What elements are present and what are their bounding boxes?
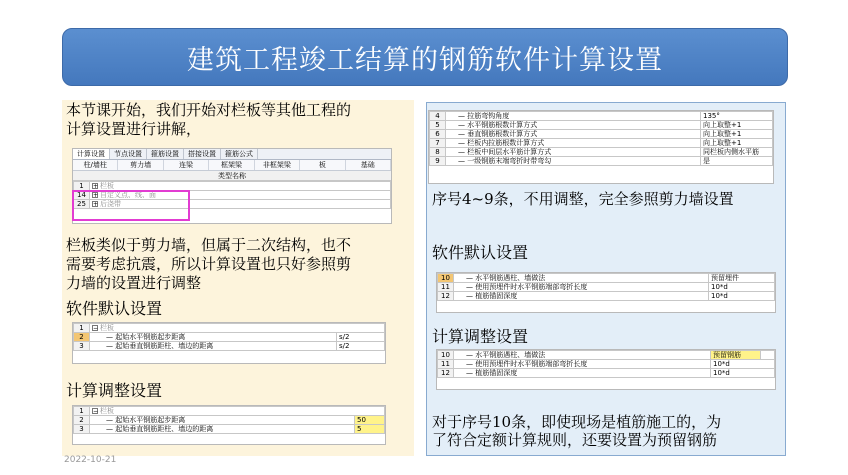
- row-label: 栏板: [100, 182, 114, 190]
- row-label: 栏板: [100, 407, 114, 415]
- subtab-column[interactable]: 柱/墙柱: [73, 160, 118, 170]
- tab-lap-settings[interactable]: 搭接设置: [184, 149, 221, 159]
- row-number: 11: [438, 360, 454, 369]
- left-adjust-heading: 计算调整设置: [66, 381, 163, 400]
- row-value[interactable]: 向上取整+1: [701, 130, 773, 139]
- right-adjust-table: [436, 349, 776, 390]
- row-label: 栏板内拉筋根数计算方式: [467, 139, 545, 147]
- right-adjust-heading: 计算调整设置: [432, 327, 529, 346]
- right-default-heading: 软件默认设置: [432, 243, 529, 262]
- tab-node-settings[interactable]: 节点设置: [110, 149, 147, 159]
- row-number: 8: [430, 148, 446, 157]
- row-value[interactable]: 10*d: [711, 369, 775, 378]
- table-row[interactable]: [74, 407, 385, 416]
- row-number: 25: [74, 200, 90, 209]
- row-value[interactable]: s/2: [337, 342, 385, 351]
- subtab-link-beam[interactable]: 连梁: [164, 160, 209, 170]
- right-top-table: [428, 110, 774, 184]
- row-label: 植筋锚固深度: [475, 292, 518, 300]
- table-row[interactable]: 3 — 起始垂直钢筋距柱、墙边的距离 s/2: [74, 342, 385, 351]
- row-number: 11: [438, 283, 454, 292]
- highlight-box: [72, 190, 190, 221]
- table-row[interactable]: 6 — 垂直钢筋根数计算方式 向上取整+1: [430, 130, 773, 139]
- row-number: 14: [74, 191, 90, 200]
- left-default-table: [72, 322, 386, 364]
- row-label: 后浇带: [100, 200, 121, 208]
- row-value[interactable]: 135°: [701, 112, 773, 121]
- footer-date: 2022-10-21: [64, 455, 117, 465]
- tab-stirrup-formula[interactable]: 箍筋公式: [221, 149, 258, 159]
- right-default-table: [436, 272, 776, 313]
- row-number: 3: [74, 425, 90, 434]
- para-line-1: 栏板类似于剪力墙，但属于二次结构，也不: [66, 236, 352, 254]
- subtab-nonframe-beam[interactable]: 非框架梁: [255, 160, 300, 170]
- row-value[interactable]: s/2: [337, 333, 385, 342]
- row-label: 起始垂直钢筋距柱、墙边的距离: [115, 425, 214, 433]
- row-label: 起始水平钢筋起步距离: [115, 416, 186, 424]
- para-line-3: 力墙的设置进行调整: [66, 274, 202, 292]
- table-row[interactable]: 10 — 水平钢筋遇柱、墙做法 预留钢筋: [438, 351, 775, 360]
- row-number: 2: [74, 416, 90, 425]
- intro-line-1: 本节课开始，我们开始对栏板等其他工程的: [66, 101, 352, 119]
- table-row[interactable]: 10 — 水平钢筋遇柱、墙做法 预留埋件: [438, 274, 775, 283]
- expand-icon[interactable]: +: [93, 192, 99, 199]
- row-value[interactable]: 同栏板内侧水平筋: [701, 148, 773, 157]
- collapse-icon[interactable]: −: [93, 325, 99, 332]
- intro-line-2: 计算设置进行讲解，: [66, 120, 202, 138]
- table-row[interactable]: 9 — 一级钢筋末端弯折时带弯勾 是: [430, 157, 773, 166]
- row-value[interactable]: 50: [355, 416, 385, 425]
- para-line-2: 需要考虑抗震，所以计算设置也只好参照剪: [66, 255, 352, 273]
- row-value[interactable]: 10*d: [711, 360, 775, 369]
- collapse-icon[interactable]: −: [93, 408, 99, 415]
- row-label: 拉筋弯钩角度: [467, 112, 510, 120]
- row-number: 1: [74, 407, 90, 416]
- table-row[interactable]: 12 — 植筋锚固深度 10*d: [438, 292, 775, 301]
- row-number: 2: [74, 333, 90, 342]
- table-row[interactable]: 4 — 拉筋弯钩角度 135°: [430, 112, 773, 121]
- row-number: 12: [438, 369, 454, 378]
- row-label: 垂直钢筋根数计算方式: [467, 130, 538, 138]
- table-row[interactable]: 3 — 起始垂直钢筋距柱、墙边的距离 5: [74, 425, 385, 434]
- table-row[interactable]: 7 — 栏板内拉筋根数计算方式 向上取整+1: [430, 139, 773, 148]
- row-value[interactable]: 5: [355, 425, 385, 434]
- row-value[interactable]: 预留埋件: [709, 274, 775, 283]
- component-tabbar: [73, 160, 391, 171]
- table-row[interactable]: [74, 324, 385, 333]
- subtab-foundation[interactable]: 基础: [346, 160, 391, 170]
- row-number: 9: [430, 157, 446, 166]
- slide-title-bar: [62, 28, 788, 86]
- settings-tabbar: [73, 149, 391, 160]
- row-value[interactable]: 向上取整+1: [701, 121, 773, 130]
- subtab-shear-wall[interactable]: 剪力墙: [118, 160, 163, 170]
- row-number: 6: [430, 130, 446, 139]
- row-label: 栏板中间层水平筋计算方式: [467, 148, 552, 156]
- column-header: 类型名称: [73, 171, 391, 181]
- closing-line-1: 对于序号10条，即使现场是植筋施工的，为: [432, 413, 722, 431]
- slide-title: 建筑工程竣工结算的钢筋软件计算设置: [187, 44, 663, 76]
- row-label: 栏板: [100, 324, 114, 332]
- row-value[interactable]: 10*d: [709, 283, 775, 292]
- table-row[interactable]: 2 — 起始水平钢筋起步距离 s/2: [74, 333, 385, 342]
- left-adjust-table: [72, 405, 386, 445]
- closing-line-2: 了符合定额计算规则，还要设置为预留钢筋: [432, 431, 718, 449]
- table-row[interactable]: 12 — 植筋锚固深度 10*d: [438, 369, 775, 378]
- row-label: 水平钢筋根数计算方式: [467, 121, 538, 129]
- table-row[interactable]: 2 — 起始水平钢筋起步距离 50: [74, 416, 385, 425]
- row-number: 4: [430, 112, 446, 121]
- row-label: 水平钢筋遇柱、墙做法: [475, 351, 546, 359]
- row-value[interactable]: 预留钢筋: [711, 351, 761, 360]
- table-row[interactable]: 11 — 使用预埋件时水平钢筋端部弯折长度 10*d: [438, 360, 775, 369]
- row-number: 10: [438, 274, 454, 283]
- row-number: 12: [438, 292, 454, 301]
- right-note: 序号4~9条，不用调整，完全参照剪力墙设置: [432, 190, 734, 208]
- row-number: 3: [74, 342, 90, 351]
- row-label: 植筋锚固深度: [475, 369, 518, 377]
- row-value[interactable]: 是: [701, 157, 773, 166]
- row-number: 1: [74, 324, 90, 333]
- tab-calc-settings[interactable]: 计算设置: [73, 149, 110, 159]
- row-label: 水平钢筋遇柱、墙做法: [475, 274, 546, 282]
- row-label: 一级钢筋末端弯折时带弯勾: [467, 157, 552, 165]
- expand-icon[interactable]: +: [93, 183, 99, 190]
- table-row[interactable]: 11 — 使用预埋件时水平钢筋端部弯折长度 10*d: [438, 283, 775, 292]
- subtab-frame-beam[interactable]: 框架梁: [209, 160, 254, 170]
- subtab-slab[interactable]: 板: [300, 160, 345, 170]
- row-number: 1: [74, 182, 90, 191]
- table-row[interactable]: 8 — 栏板中间层水平筋计算方式 同栏板内侧水平筋: [430, 148, 773, 157]
- row-label: 使用预埋件时水平钢筋端部弯折长度: [475, 360, 588, 368]
- row-value[interactable]: 10*d: [709, 292, 775, 301]
- row-label: 起始垂直钢筋距柱、墙边的距离: [115, 342, 214, 350]
- table-row[interactable]: 5 — 水平钢筋根数计算方式 向上取整+1: [430, 121, 773, 130]
- row-number: 10: [438, 351, 454, 360]
- row-label: 使用预埋件时水平钢筋端部弯折长度: [475, 283, 588, 291]
- row-value[interactable]: 向上取整+1: [701, 139, 773, 148]
- tab-stirrup-settings[interactable]: 箍筋设置: [147, 149, 184, 159]
- row-number: 5: [430, 121, 446, 130]
- row-label: 自定义点、线、面: [100, 191, 156, 199]
- row-label: 起始水平钢筋起步距离: [115, 333, 186, 341]
- expand-icon[interactable]: +: [93, 201, 99, 208]
- left-default-heading: 软件默认设置: [66, 299, 163, 318]
- row-number: 7: [430, 139, 446, 148]
